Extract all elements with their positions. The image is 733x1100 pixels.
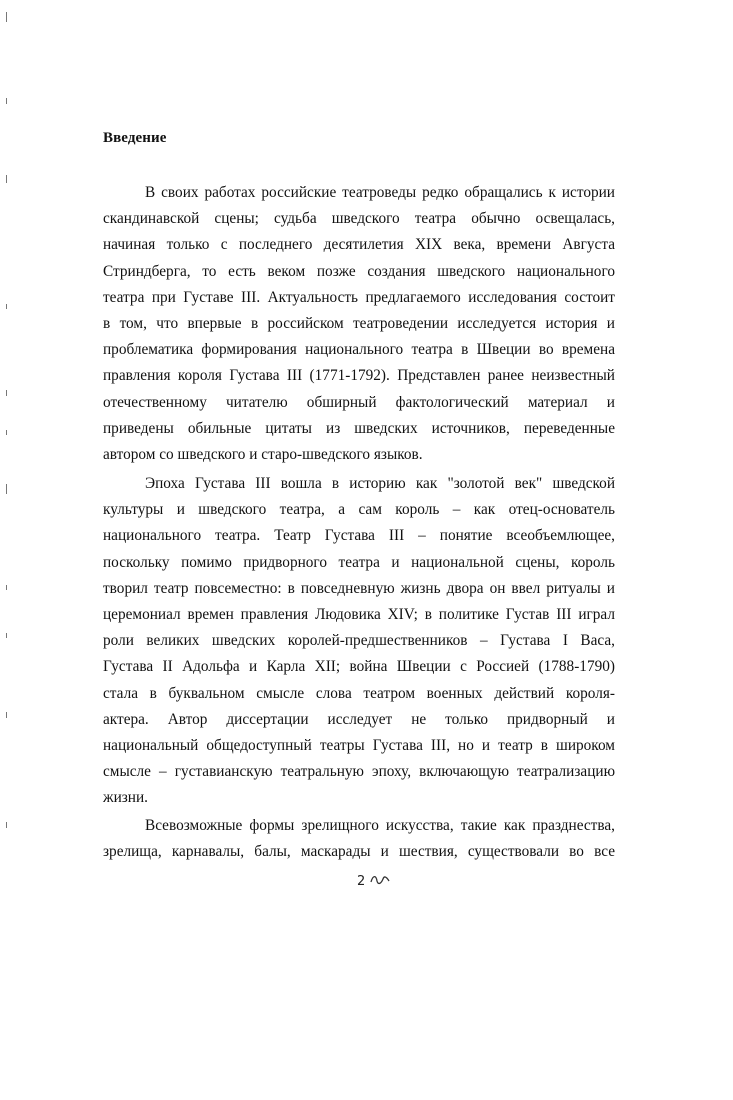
text-line: роли великих шведских королей-предшественников – Густава I Васа,: [103, 632, 615, 650]
text-line: национального театра. Театр Густава III – понятие всеобъемлющее,: [103, 527, 615, 545]
scan-mark: [6, 822, 7, 828]
text-line: актера. Автор диссертации исследует не только придворный и: [103, 710, 615, 728]
text-line: приведены обильные цитаты из шведских источников, переведенные: [103, 419, 615, 437]
scan-mark: [6, 390, 7, 396]
text-line: Густава II Адольфа и Карла XII; война Швеции с Россией (1788-1790): [103, 658, 615, 676]
text-line: Всевозможные формы зрелищного искусства, такие как празднества,: [145, 817, 615, 834]
paragraph-2: [103, 471, 615, 812]
text-line: скандинавской сцены; судьба шведского театра обычно освещалась,: [103, 210, 615, 228]
scan-mark: [6, 712, 7, 718]
text-line: зрелища, карнавалы, балы, маскарады и шествия, существовали во все: [103, 843, 615, 861]
text-line: Эпоха Густава III вошла в историю как "золотой век" шведской: [145, 475, 615, 492]
text-line: правления короля Густава III (1771-1792). Представлен ранее неизвестный: [103, 367, 615, 385]
scan-mark: [6, 633, 7, 638]
scan-mark: [6, 484, 7, 494]
scan-mark: [6, 304, 7, 309]
text-line: отечественному читателю обширный фактологический материал и: [103, 393, 615, 411]
scan-mark: [6, 12, 7, 22]
text-line: культуры и шведского театра, а сам король – как отец-основатель: [103, 501, 615, 519]
text-line: театра при Густаве III. Актуальность предлагаемого исследования состоит: [103, 288, 615, 306]
page-number-value: 2: [357, 874, 366, 889]
text-line: Стриндберга, то есть веком позже создания шведского национального: [103, 262, 615, 280]
text-line: начиная только с последнего десятилетия XIX века, времени Августа: [103, 236, 615, 254]
text-line: смысле – густавианскую театральную эпоху, включающую театрализацию: [103, 763, 615, 781]
handwritten-mark-icon: [369, 873, 391, 887]
text-line: поскольку помимо придворного театра и национальной сцены, король: [103, 553, 615, 571]
scan-mark: [6, 175, 7, 183]
paragraph-3: [103, 813, 615, 865]
page-number: [357, 873, 391, 889]
paragraph-1: [103, 180, 615, 468]
scan-margin-marks: [4, 0, 12, 1100]
text-line: стала в буквальном смысле слова театром военных действий короля-: [103, 684, 615, 702]
text-line: в том, что впервые в российском театроведении исследуется история и: [103, 315, 615, 333]
scan-mark: [6, 98, 7, 104]
text-line: церемониал времен правления Людовика XIV; в политике Густав III играл: [103, 606, 615, 624]
scan-mark: [6, 585, 7, 590]
text-line: жизни.: [103, 789, 148, 807]
text-line: национальный общедоступный театры Густава III, но и театр в широком: [103, 737, 615, 755]
text-line: автором со шведского и старо-шведского языков.: [103, 446, 423, 464]
section-heading: Введение: [103, 130, 167, 146]
text-line: В своих работах российские театроведы редко обращались к истории: [145, 184, 615, 201]
text-line: проблематика формирования национального театра в Швеции во времена: [103, 341, 615, 359]
scan-mark: [6, 430, 7, 435]
text-line: творил театр повсеместно: в повседневную жизнь двора он ввел ритуалы и: [103, 579, 615, 597]
